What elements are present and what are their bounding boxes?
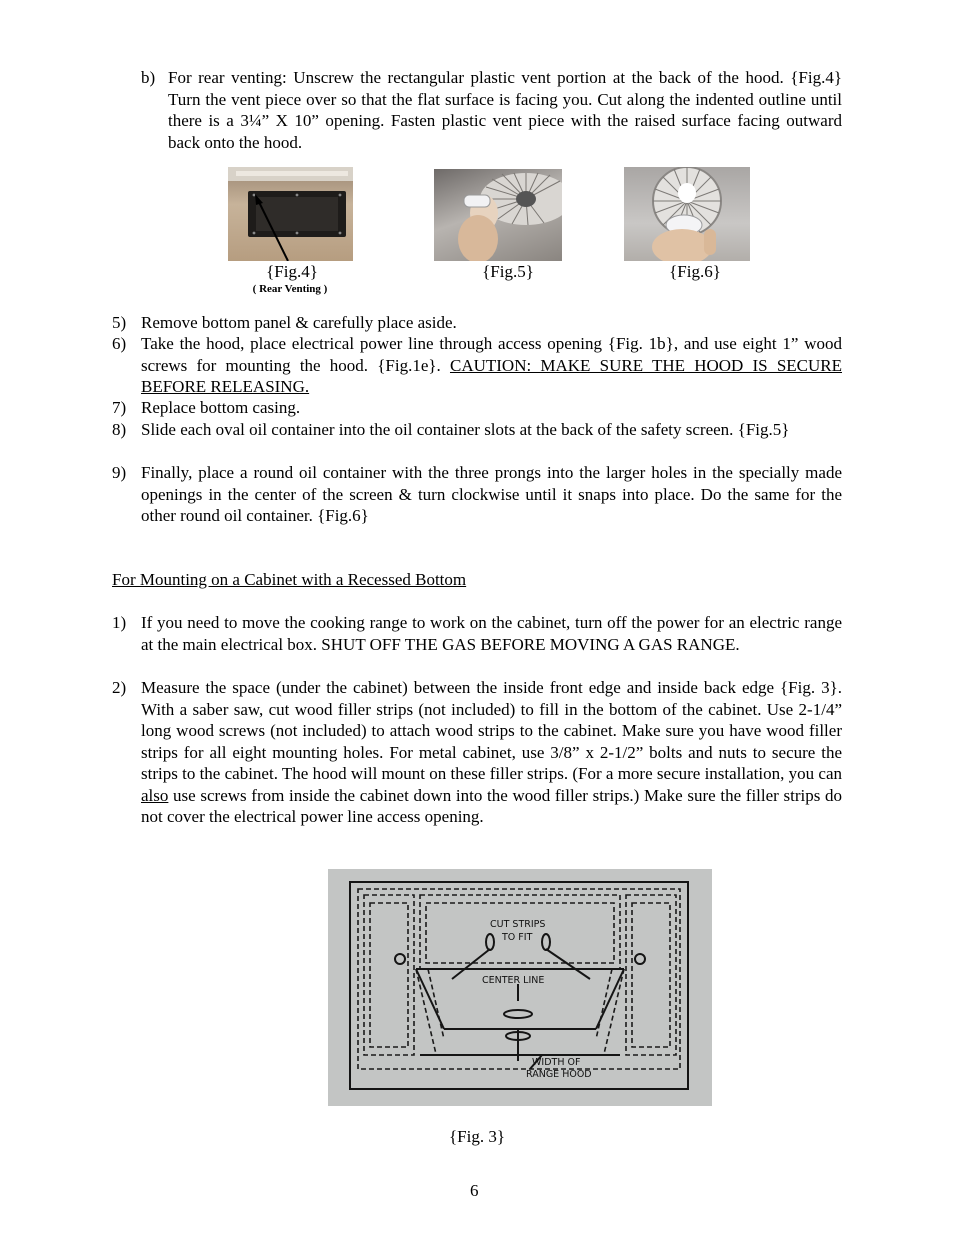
step-6-number: 6) bbox=[112, 334, 127, 353]
fig3-label-cut-strips: CUT STRIPS bbox=[490, 919, 546, 930]
cabinet-step-2-number: 2) bbox=[112, 678, 127, 697]
fig6-photo bbox=[624, 167, 750, 261]
fig6-caption: {Fig.6} bbox=[669, 262, 721, 281]
step-6-text bbox=[141, 333, 842, 398]
page-number: 6 bbox=[470, 1181, 479, 1200]
cabinet-section-heading: For Mounting on a Cabinet with a Recessed Bottom bbox=[112, 570, 467, 589]
fig5-photo bbox=[434, 169, 562, 261]
step-8-number: 8) bbox=[112, 420, 127, 439]
step-7-text: Replace bottom casing. bbox=[141, 398, 301, 417]
step-8-text: Slide each oval oil container into the oil container slots at the back of the safety screen. {Fig.5} bbox=[141, 420, 790, 439]
fig4-photo bbox=[228, 167, 353, 261]
cabinet-step-2-text bbox=[141, 677, 842, 828]
cabinet-step-1-text: If you need to move the cooking range to work on the cabinet, turn off the power for an electric range at the main electrical box. SHUT OFF THE GAS BEFORE MOVING A GAS RANGE. bbox=[141, 613, 842, 654]
cabinet-step-2-body-a: Measure the space (under the cabinet) between the inside front edge and inside back edge {Fig. 3}. With a saber saw, cut wood filler strips (not included) to fill in the bottom of the cabinet. Use 2-1/4” long wood screws (not included) to attach wood strips to the cabinet. Make sure you have wood filler strips for all eight mounting holes. For metal cabinet, use 3/8” x 2-1/2” bolts and nuts to secure the strips to the cabinet. The hood will mount on these filler strips. (For a more secure installation, you can bbox=[141, 678, 842, 783]
step-5-text: Remove bottom panel & carefully place aside. bbox=[141, 313, 457, 332]
fig3-label-to-fit: TO FIT bbox=[502, 932, 533, 943]
fig4-caption: {Fig.4} bbox=[266, 262, 318, 281]
fig5-caption: {Fig.5} bbox=[482, 262, 534, 281]
fig3-label-range-hood: RANGE HOOD bbox=[526, 1069, 592, 1080]
list-marker-b: b) bbox=[141, 68, 156, 87]
step-5-number: 5) bbox=[112, 313, 127, 332]
fig3-label-width-of: WIDTH OF bbox=[532, 1057, 581, 1068]
cabinet-step-2-emphasis: also bbox=[141, 785, 169, 805]
fig3-diagram bbox=[328, 869, 712, 1106]
fig4-subcaption: ( Rear Venting ) bbox=[252, 283, 328, 295]
cabinet-step-1-number: 1) bbox=[112, 613, 127, 632]
step-9-text: Finally, place a round oil container with the three prongs into the larger holes in the specially made openings in the center of the screen & turn clockwise until it snaps into place. Do the same for the other round oil container. {Fig.6} bbox=[141, 463, 842, 525]
step-7-number: 7) bbox=[112, 398, 127, 417]
rear-venting-paragraph: For rear venting: Unscrew the rectangular plastic vent portion at the back of the hood. {Fig.4} Turn the vent piece over so that the flat surface is facing you. Cut along the indented outline until there is a 3¼” X 10” opening. Fasten plastic vent piece with the raised surface facing outward back onto the hood. bbox=[168, 68, 842, 152]
fig3-caption: {Fig. 3} bbox=[449, 1127, 505, 1146]
cabinet-step-2-body-b: use screws from inside the cabinet down into the wood filler strips.) Make sure the filler strips do not cover the electrical power line access opening. bbox=[141, 785, 842, 826]
fig3-label-center-line: CENTER LINE bbox=[482, 975, 545, 986]
step-6-caution: CAUTION: MAKE SURE THE HOOD IS SECURE BEFORE RELEASING. bbox=[141, 355, 842, 396]
step-6-body: Take the hood, place electrical power line through access opening {Fig. 1b}, and use eight 1” wood screws for mounting the hood. {Fig.1e}. bbox=[141, 334, 842, 375]
step-9-number: 9) bbox=[112, 463, 127, 482]
